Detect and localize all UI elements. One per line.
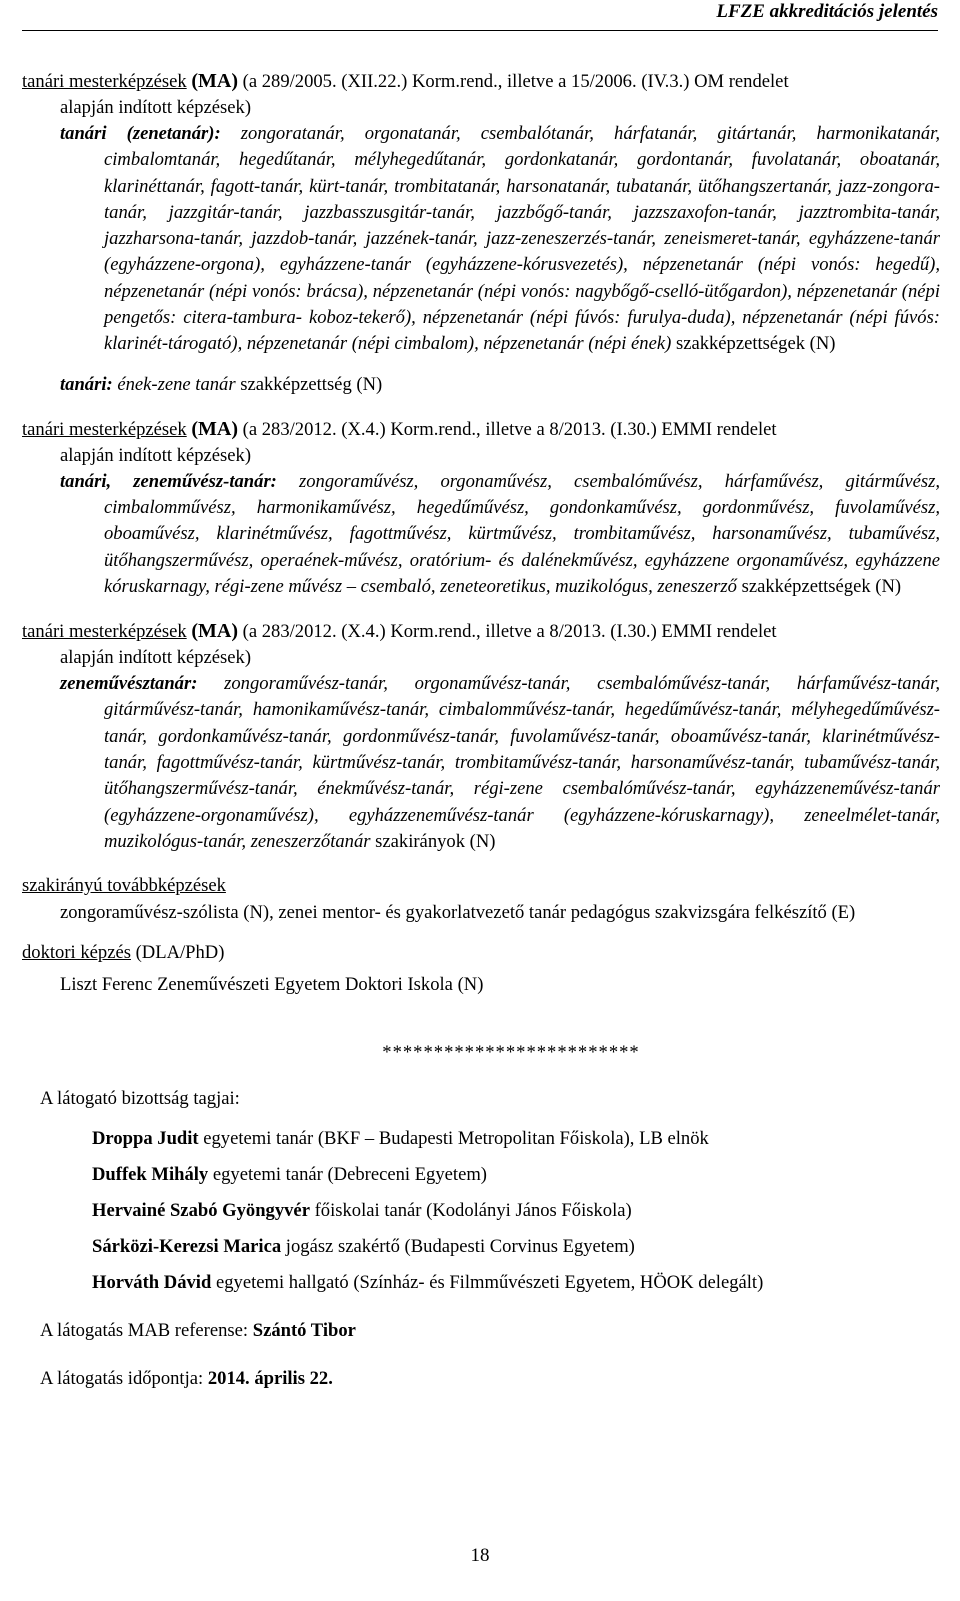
zenemuvesz-tanar-list [60,469,940,600]
section-heading-line2: alapján indított képzések) [60,647,252,669]
member-desc: egyetemi tanár (Debreceni Egyetem) [208,1164,487,1186]
zenemuvesztanar-list [60,671,940,855]
section-heading [22,416,940,443]
referent-line [40,1318,940,1344]
zenetanar-label: tanári (zenetanár): [60,123,221,144]
section-heading-rest: (a 289/2005. (XII.22.) Korm.rend., illetve a 15/2006. (IV.3.) OM rendelet [237,71,789,92]
section-heading-link: doktori képzés [22,942,131,964]
section-heading [22,940,940,966]
section-heading [22,618,940,645]
committee-member [92,1198,940,1224]
referent-label: A látogatás MAB referense: [40,1320,253,1342]
page-number: 18 [470,1545,490,1566]
visit-date-line [40,1366,940,1392]
visit-date-label: A látogatás időpontja: [40,1368,208,1390]
section-tanari-ma-2012-a [22,416,940,600]
section-heading-line2: alapján indított képzések) [60,97,252,118]
zenemuvesz-tanar-suffix: szakképzettségek (N) [736,575,902,597]
member-name: Hervainé Szabó Gyöngyvér [92,1200,310,1222]
committee-member [92,1270,940,1296]
member-name: Sárközi-Kerezsi Marica [92,1236,282,1258]
committee-member [92,1126,940,1152]
member-desc: főiskolai tanár (Kodolányi János Főiskola) [309,1200,632,1222]
committee-label: A látogató bizottság tagjai: [40,1088,240,1110]
section-heading-ma: (MA) [191,70,238,92]
zenemuvesztanar-suffix: szakirányok (N) [370,830,496,852]
section-heading-link: tanári mesterképzések [22,418,187,440]
committee-members [92,1126,940,1296]
committee-member [92,1162,940,1188]
page-header [22,0,938,31]
zenetanar-suffix: szakképzettségek (N) [671,333,836,355]
zenemuvesz-tanar-label: tanári, zeneművész-tanár: [60,470,277,492]
enek-zene-line [22,372,940,398]
section-heading-rest: (a 283/2012. (X.4.) Korm.rend., illetve a 8/2013. (I.30.) EMMI rendelet [237,418,777,440]
enek-zene-label: tanári: [60,373,113,395]
doktori-body: Liszt Ferenc Zeneművészeti Egyetem Doktori Iskola (N) [60,974,484,996]
enek-zene-items: ének-zene tanár [112,373,236,395]
zenemuvesztanar-items: zongoraművész-tanár, orgonaművész-tanár, csembalóművész-tanár, hárfaművész-tanár, gitárművész-tanár, hamonikaművész-tanár, cimbalomművész-tanár, hegedűművész-tanár, mélyhegedűművész-tanár, gordonkaművész-tanár, gordonművész-tanár, fuvolaművész-tanár, oboaművész-tanár, klarinétművész-tanár, fagottművész-tanár, kürtművész-tanár, trombitaművész-tanár, harsonaművész-tanár, tubaművész-tanár, ütőhangszerművész-tanár, énekművész-tanár, régi-zene csembalóművész-tanár, egyházzeneművész-tanár (egyházzene-orgonaművész), egyházzeneművész-tanár (egyházzene-kóruskarnagy), zeneelmélet-tanár, muzikológus-tanár, zeneszerzőtanár [104,673,940,852]
member-name: Duffek Mihály [92,1164,209,1186]
section-szakiranyu [22,873,940,926]
section-heading [22,68,940,95]
member-name: Droppa Judit [92,1128,199,1150]
section-tanari-ma-2005 [22,68,940,398]
section-doktori [22,940,940,998]
visit-date-value: 2014. április 22. [207,1368,333,1390]
zenetanar-items: zongoratanár, orgonatanár, csembalótanár, hárfatanár, gitártanár, harmonikatanár, cimbalomtanár, hegedűtanár, mélyhegedűtanár, gordonkatanár, gordontanár, fuvolatanár, oboatanár, klarinéttanár, fagott-tanár, kürt-tanár, trombitatanár, harsonatanár, tubatanár, ütőhangszertanár, jazz-zongora-tanár, jazzgitár-tanár, jazzbasszusgitár-tanár, jazzbőgő-tanár, jazzszaxofon-tanár, jazztrombita-tanár, jazzharsona-tanár, jazzdob-tanár, jazzének-tanár, jazz-zeneszerzés-tanár, zeneismeret-tanár, egyházzene-tanár (egyházzene-orgona), egyházzene-tanár (egyházzene-kórusvezetés), népzenetanár (népi vonós: hegedű), népzenetanár (népi vonós: brácsa), népzenetanár (népi vonós: nagybőgő-cselló-ütőgardon), népzenetanár (népi pengetős: citera-tambura- koboz-tekerő), népzenetanár (népi fúvós: furulya-duda), népzenetanár (népi fúvós: klarinét-tárogató), népzenetanár (népi cimbalom), népzenetanár (népi ének) [104,123,940,355]
separator-stars: ************************* [382,1042,640,1064]
section-heading-line2: alapján indított képzések) [60,444,252,466]
section-tanari-ma-2012-b [22,618,940,855]
zenemuvesz-tanar-items: zongoraművész, orgonaművész, csembalóművész, hárfaművész, gitárművész, cimbalomművész, harmonikaművész, hegedűművész, gondonkaművész, gordonművész, fuvolaművész, oboaművész, klarinétművész, fagottművész, kürtművész, trombitaművész, harsonaművész, tubaművész, ütőhangszerművész, operaének-művész, oratórium- és dalénekművész, egyházzene orgonaművész, egyházzene kóruskarnagy, régi-zene művész – csembaló, zeneteoretikus, muzikológus, zeneszerző [104,470,940,597]
section-heading-link: tanári mesterképzések [22,621,187,643]
section-heading-link: szakirányú továbbképzések [22,875,226,897]
member-name: Horváth Dávid [92,1272,212,1294]
member-desc: jogász szakértő (Budapesti Corvinus Egyetem) [281,1236,635,1258]
member-desc: egyetemi hallgató (Színház- és Filmművészeti Egyetem, HÖOK delegált) [211,1272,764,1294]
szakiranyu-body: zongoraművész-szólista (N), zenei mentor- és gyakorlatvezető tanár pedagógus szakvizsgára felkészítő (E) [60,902,856,924]
section-heading-ma: (MA) [191,417,238,440]
committee-member [92,1234,940,1260]
document-body [22,68,940,1392]
member-desc: egyetemi tanár (BKF – Budapesti Metropolitan Főiskola), LB elnök [198,1128,709,1150]
committee-block [22,1086,940,1392]
section-heading [22,873,940,899]
section-heading-rest: (a 283/2012. (X.4.) Korm.rend., illetve a 8/2013. (I.30.) EMMI rendelet [237,621,777,643]
section-heading-rest: (DLA/PhD) [130,942,225,964]
referent-name: Szántó Tibor [252,1320,356,1342]
zenemuvesztanar-label: zeneművésztanár: [60,673,198,695]
section-heading-ma: (MA) [191,620,238,643]
zenetanar-list [60,121,940,358]
header-title: LFZE akkreditációs jelentés [716,1,938,22]
section-heading-link: tanári mesterképzések [22,71,187,92]
enek-zene-suffix: szakképzettség (N) [235,373,383,395]
